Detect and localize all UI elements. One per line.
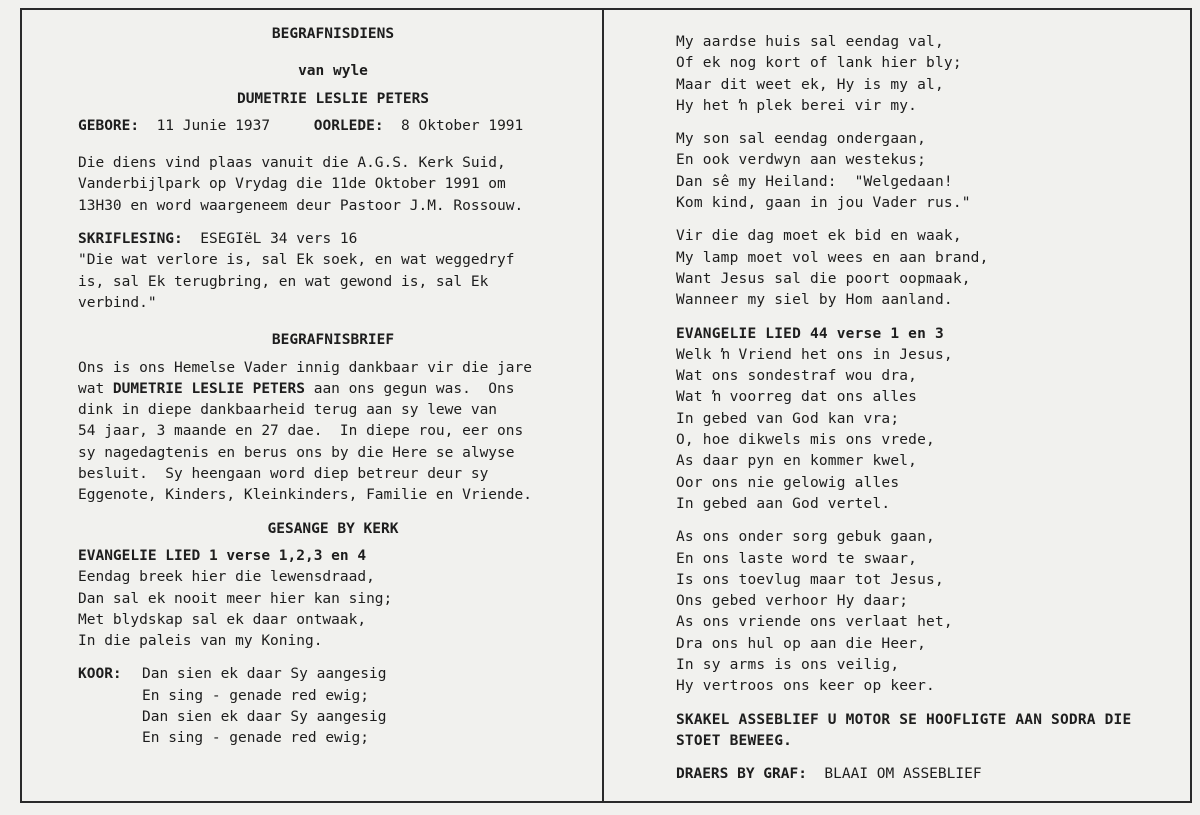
hymn44-line: In sy arms is ons veilig, [676,657,900,674]
bearers-label: DRAERS BY GRAF: [676,766,807,783]
letter-line-name: DUMETRIE LESLIE PETERS [112,380,305,397]
chorus-line: Dan sien ek daar Sy aangesig [142,709,387,726]
hymn44-title: EVANGELIE LIED 44 verse 1 en 3 [676,325,944,342]
chorus-block [78,664,588,749]
chorus-line: Dan sien ek daar Sy aangesig [142,666,387,683]
chorus-label: KOOR: [78,666,122,683]
hymn44-line: Dra ons hul op aan die Heer, [676,635,927,652]
hymn1-cont-line: Of ek nog kort of lank hier bly; [676,55,962,72]
hymn44-line: Oor ons nie gelowig alles [676,474,900,491]
headlights-notice: STOET BEWEEG. [676,732,793,749]
hymn1-line: Eendag breek hier die lewensdraad, [78,569,375,586]
hymn1-cont-line: My son sal eendag ondergaan, [676,131,927,148]
letter-heading: BEGRAFNISBRIEF [271,332,395,349]
hymn1-cont-line: Kom kind, gaan in jou Vader rus." [676,195,971,212]
letter-line: dink in diepe dankbaarheid terug aan sy lewe van [78,402,498,419]
service-line: 13H30 en word waargeneem deur Pastoor J.M. Rossouw. [78,197,524,214]
hymn1-line: Dan sal ek nooit meer hier kan sing; [78,590,393,607]
hymn1-cont-line: Want Jesus sal die poort oopmaak, [676,270,971,287]
reading-row [78,229,588,250]
hymn1-cont-line: En ook verdwyn aan westekus; [676,152,927,169]
hymn44-line: Welk ŉ Vriend het ons in Jesus, [676,346,953,363]
hymn44-line: As ons onder sorg gebuk gaan, [676,529,935,546]
songs-heading: GESANGE BY KERK [267,520,399,537]
chorus-line: En sing - genade red ewig; [142,730,369,747]
reading-ref: ESEGIëL 34 vers 16 [200,231,358,248]
bearers-row [676,764,1176,785]
letter-line: besluit. Sy heengaan word diep betreur deur sy [78,466,489,483]
service-line: Die diens vind plaas vanuit die A.G.S. Kerk Suid, [78,155,506,172]
hymn1-line: In die paleis van my Koning. [78,633,323,650]
hymn44-line: In gebed aan God vertel. [676,495,891,512]
hymn1-cont-line: Vir die dag moet ek bid en waak, [676,228,962,245]
headlights-notice: SKAKEL ASSEBLIEF U MOTOR SE HOOFLIGTE AAN SODRA DIE [676,711,1132,728]
letter-line-post: aan ons gegun was. Ons [304,380,515,397]
hymn1-cont-line: Hy het ŉ plek berei vir my. [676,97,918,114]
center-fold-line [602,8,604,803]
born-label: GEBORE: [78,117,140,134]
reading-line: is, sal Ek terugbring, en wat gewond is, sal Ek [78,273,489,290]
hymn44-line: In gebed van God kan vra; [676,410,900,427]
hymn44-line: Hy vertroos ons keer op keer. [676,678,935,695]
hymn44-line: Wat ons sondestraf wou dra, [676,368,918,385]
letter-line: sy nagedagtenis en berus ons by die Here se alwyse [78,444,515,461]
hymn1-cont-line: Maar dit weet ek, Hy is my al, [676,76,944,93]
hymn44-line: As ons vriende ons verlaat het, [676,614,953,631]
chorus-line: En sing - genade red ewig; [142,687,369,704]
hymn44-line: Is ons toevlug maar tot Jesus, [676,571,944,588]
right-page [676,32,1176,786]
letter-line [78,379,588,400]
deceased-name: DUMETRIE LESLIE PETERS [236,90,430,107]
hymn1-title: EVANGELIE LIED 1 verse 1,2,3 en 4 [78,547,367,564]
dates-row [78,116,588,137]
hymn44-line: As daar pyn en kommer kwel, [676,453,918,470]
hymn44-line: En ons laste word te swaar, [676,550,918,567]
hymn44-line: O, hoe dikwels mis ons vrede, [676,432,935,449]
hymn1-cont-line: My aardse huis sal eendag val, [676,34,944,50]
reading-line: verbind." [78,294,157,311]
subtitle: van wyle [298,63,368,80]
reading-label: SKRIFLESING: [78,231,183,248]
chorus-lines [142,664,386,749]
letter-line: Ons is ons Hemelse Vader innig dankbaar vir die jare [78,359,532,376]
hymn44-line: Wat ŉ voorreg dat ons alles [676,389,918,406]
hymn1-line: Met blydskap sal ek daar ontwaak, [78,611,367,628]
hymn1-cont-line: Dan sê my Heiland: "Welgedaan! [676,173,953,190]
left-page [78,24,588,750]
hymn1-cont-line: Wanneer my siel by Hom aanland. [676,292,953,309]
service-line: Vanderbijlpark op Vrydag die 11de Oktober 1991 om [78,176,506,193]
letter-line-pre: wat [78,380,113,397]
letter-line: 54 jaar, 3 maande en 27 dae. In diepe rou, eer ons [78,423,524,440]
hymn1-cont-line: My lamp moet vol wees en aan brand, [676,249,989,266]
died-date: 8 Oktober 1991 [401,117,524,134]
reading-line: "Die wat verlore is, sal Ek soek, en wat weggedryf [78,252,515,269]
letter-line: Eggenote, Kinders, Kleinkinders, Familie en Vriende. [78,487,532,504]
died-label: OORLEDE: [313,117,384,134]
born-date: 11 Junie 1937 [156,117,271,134]
hymn44-line: Ons gebed verhoor Hy daar; [676,593,909,610]
bearers-value: BLAAI OM ASSEBLIEF [824,766,982,783]
service-title: BEGRAFNISDIENS [271,26,395,42]
